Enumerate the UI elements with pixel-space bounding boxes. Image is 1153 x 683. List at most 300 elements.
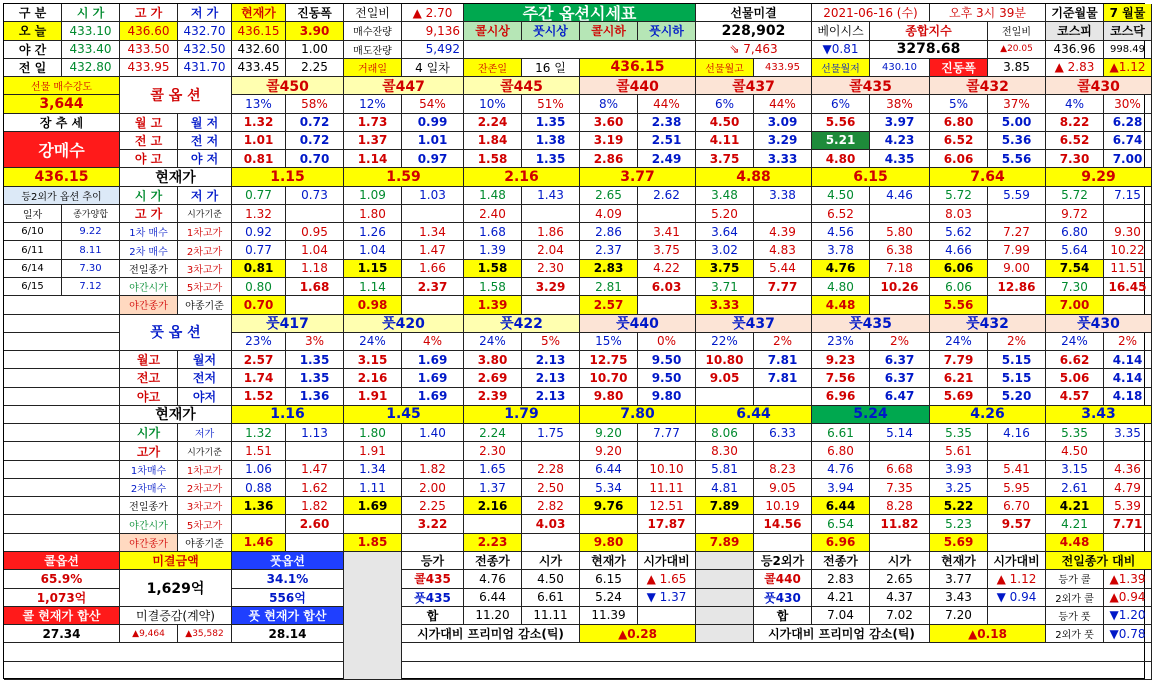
hist-sum: 7.12 <box>62 278 120 296</box>
call-buy2: 3.78 <box>812 241 870 259</box>
call-night-low: 0.97 <box>402 150 464 168</box>
call-strike: 콜437 <box>696 77 812 95</box>
cell-r24-c1 <box>4 424 120 442</box>
put-high5: 7.71 <box>1104 515 1152 533</box>
t2-cell: 합 <box>754 607 812 625</box>
put-open: 5.35 <box>930 424 988 442</box>
put-high5: 2.60 <box>286 515 344 533</box>
t1-cell: 6.61 <box>522 589 580 607</box>
put-month-low: 5.15 <box>988 351 1046 369</box>
plbl-yj: 야저 <box>178 388 232 406</box>
put-open: 8.06 <box>696 424 754 442</box>
call-month-high: 3.60 <box>580 114 638 132</box>
header-prevdiff: 전일비 <box>344 4 402 22</box>
call-night-low: 4.35 <box>870 150 930 168</box>
cell-r30-c10 <box>522 534 580 552</box>
futures-oi: 228,902 <box>696 22 812 40</box>
night-range: 1.00 <box>286 41 344 59</box>
call-high5: 12.86 <box>988 278 1046 296</box>
call-pct1: 10% <box>464 95 522 113</box>
cell-r17-c14 <box>754 296 812 314</box>
call-open: 5.72 <box>930 187 988 205</box>
t2-foot: 시가대비 프리미엄 감소(틱) <box>754 625 930 643</box>
put-low: 6.33 <box>754 424 812 442</box>
put-strike: 풋417 <box>232 315 344 333</box>
call-strike: 콜450 <box>232 77 344 95</box>
put-month-high: 2.57 <box>232 351 286 369</box>
put-prev-close: 2.16 <box>464 497 522 515</box>
put-low: 7.77 <box>638 424 696 442</box>
t1-head: 현재가 <box>580 552 638 570</box>
call-prev-close: 6.06 <box>930 260 988 278</box>
put-prev-close: 9.76 <box>580 497 638 515</box>
put-pct1: 15% <box>580 333 638 351</box>
cell-r33-c13 <box>696 589 754 607</box>
t1-cell: 11.39 <box>580 607 638 625</box>
call-month-high: 1.73 <box>344 114 402 132</box>
plbl-wg: 월고 <box>120 351 178 369</box>
t3-label: 2외가 콜 <box>1046 589 1104 607</box>
hist-date: 6/14 <box>4 260 62 278</box>
put-buy2: 3.94 <box>812 479 870 497</box>
put-night-high: 1.91 <box>344 388 402 406</box>
put-night-close: 4.48 <box>1046 534 1104 552</box>
call-night-open: 1.14 <box>344 278 402 296</box>
call-night-close: 3.33 <box>696 296 754 314</box>
t1-cell: 11.20 <box>464 607 522 625</box>
night-current: 432.60 <box>232 41 286 59</box>
today-open: 433.10 <box>62 22 120 40</box>
today-high: 436.60 <box>120 22 178 40</box>
put-night-open <box>696 515 754 533</box>
call-pct1: 12% <box>344 95 402 113</box>
call-prev-low: 0.72 <box>286 132 344 150</box>
t2-cell: 4.37 <box>870 589 930 607</box>
plbl-current: 현재가 <box>120 406 232 424</box>
hist-sum: 9.22 <box>62 223 120 241</box>
t2-foot-value: ▲0.18 <box>930 625 1046 643</box>
put-high: 5.61 <box>930 442 988 460</box>
call-current: 1.59 <box>344 168 464 186</box>
call-night-low: 0.70 <box>286 150 344 168</box>
t1-cell: 풋435 <box>402 589 464 607</box>
put-month-low: 1.69 <box>402 351 464 369</box>
t1-cell: ▲ 1.65 <box>638 570 696 588</box>
put-buy2: 5.34 <box>580 479 638 497</box>
put-night-high <box>696 388 754 406</box>
cell-r25-c10 <box>522 442 580 460</box>
put-pct2: 3% <box>286 333 344 351</box>
call-strike: 콜435 <box>812 77 930 95</box>
call-high5: 16.45 <box>1104 278 1152 296</box>
put-night-low: 2.13 <box>522 388 580 406</box>
t2-cell: 2.83 <box>812 570 870 588</box>
kosdaq-label: 코스닥 <box>1104 22 1152 40</box>
put-strike: 풋440 <box>580 315 696 333</box>
cell-r25-c8 <box>402 442 464 460</box>
put-high2: 2.50 <box>522 479 580 497</box>
call-up-button[interactable]: 콜시상 <box>464 22 522 40</box>
call-buy1: 1.68 <box>464 223 522 241</box>
call-night-close: 7.00 <box>1046 296 1104 314</box>
call-night-open: 7.30 <box>1046 278 1104 296</box>
composite-change: ▲20.05 <box>988 41 1046 59</box>
call-high3: 11.51 <box>1104 260 1152 278</box>
cell-r27-c1 <box>4 479 120 497</box>
call-high: 1.32 <box>232 205 286 223</box>
put-night-high: 1.52 <box>232 388 286 406</box>
put-buy1: 1.06 <box>232 461 286 479</box>
put-section-title: 풋 옵 션 <box>120 315 232 352</box>
call-buy2: 0.77 <box>232 241 286 259</box>
remain-days: 16 일 <box>522 59 580 77</box>
t1-cell: 5.24 <box>580 589 638 607</box>
call-high5: 2.37 <box>402 278 464 296</box>
call-high5: 3.29 <box>522 278 580 296</box>
put-high1: 1.47 <box>286 461 344 479</box>
call-night-high: 1.14 <box>344 150 402 168</box>
put-up-button[interactable]: 풋시상 <box>522 22 580 40</box>
put-month-low: 7.81 <box>754 351 812 369</box>
plbl-jg: 전고 <box>120 369 178 387</box>
put-buy1: 3.15 <box>1046 461 1104 479</box>
futures-oi-label: 선물미결 <box>696 4 812 22</box>
call-night-open: 1.58 <box>464 278 522 296</box>
call-high2: 4.83 <box>754 241 812 259</box>
cell-r30-c1 <box>4 534 120 552</box>
call-prev-close: 2.83 <box>580 260 638 278</box>
put-sum-label: 풋 현재가 합산 <box>232 607 344 625</box>
t2-cell: 7.20 <box>930 607 988 625</box>
call-high3: 1.18 <box>286 260 344 278</box>
cell-r17-c1 <box>4 296 120 314</box>
call-high: 6.52 <box>812 205 870 223</box>
cell-r30-c18 <box>988 534 1046 552</box>
call-month-low: 3.09 <box>754 114 812 132</box>
t2-cell: 2.65 <box>870 570 930 588</box>
put-current: 7.80 <box>580 406 696 424</box>
cell-r12-c14 <box>754 205 812 223</box>
night-low: 432.50 <box>178 41 232 59</box>
call-share-label: 콜옵션 <box>4 552 120 570</box>
call-open: 1.09 <box>344 187 402 205</box>
call-night-close: 4.48 <box>812 296 870 314</box>
put-month-low: 4.14 <box>1104 351 1152 369</box>
put-month-low: 1.35 <box>286 351 344 369</box>
cell-r30-c16 <box>870 534 930 552</box>
put-prev-close: 1.69 <box>344 497 402 515</box>
call-high2: 6.38 <box>870 241 930 259</box>
call-buy2: 4.66 <box>930 241 988 259</box>
put-strike: 풋420 <box>344 315 464 333</box>
call-prev-close: 4.76 <box>812 260 870 278</box>
call-month-low: 0.99 <box>402 114 464 132</box>
hist-sum: 8.11 <box>62 241 120 259</box>
put-prev-close: 4.21 <box>1046 497 1104 515</box>
call-night-high: 7.30 <box>1046 150 1104 168</box>
call-current: 3.77 <box>580 168 696 186</box>
lbl-h3: 3차고가 <box>178 260 232 278</box>
put-pct1: 23% <box>232 333 286 351</box>
call-night-open: 3.71 <box>696 278 754 296</box>
put-night-close: 5.69 <box>930 534 988 552</box>
put-prev-low: 2.13 <box>522 369 580 387</box>
call-prev-low: 4.23 <box>870 132 930 150</box>
call-high: 5.20 <box>696 205 754 223</box>
t1-cell: 6.44 <box>464 589 522 607</box>
call-pct2: 51% <box>522 95 580 113</box>
call-low: 1.03 <box>402 187 464 205</box>
put-open: 2.24 <box>464 424 522 442</box>
call-prev-low: 1.01 <box>402 132 464 150</box>
put-month-high: 9.23 <box>812 351 870 369</box>
put-prev-high: 2.69 <box>464 369 522 387</box>
put-high3: 2.25 <box>402 497 464 515</box>
t3-label: 2외가 풋 <box>1046 625 1104 643</box>
lbl-current: 현재가 <box>120 168 232 186</box>
put-pct2: 2% <box>1104 333 1152 351</box>
t1-cell: ▼ 1.37 <box>638 589 696 607</box>
call-high1: 1.86 <box>522 223 580 241</box>
put-pct1: 24% <box>464 333 522 351</box>
call-sum: 27.34 <box>4 625 120 643</box>
put-prev-high: 5.06 <box>1046 369 1104 387</box>
put-night-high: 4.57 <box>1046 388 1104 406</box>
call-down-button[interactable]: 콜시하 <box>580 22 638 40</box>
lbl-h2: 2차고가 <box>178 241 232 259</box>
call-prev-low: 1.38 <box>522 132 580 150</box>
put-month-high: 7.79 <box>930 351 988 369</box>
put-month-high: 10.80 <box>696 351 754 369</box>
prev-current: 433.45 <box>232 59 286 77</box>
put-prev-close: 6.44 <box>812 497 870 515</box>
put-prev-low: 5.15 <box>988 369 1046 387</box>
fut-month-high-label: 선물월고 <box>696 59 754 77</box>
row-today: 오 늘 <box>4 22 62 40</box>
call-pct2: 44% <box>754 95 812 113</box>
put-high: 1.51 <box>232 442 286 460</box>
call-month-high: 6.80 <box>930 114 988 132</box>
call-high3: 5.44 <box>754 260 812 278</box>
call-prev-high: 1.84 <box>464 132 522 150</box>
put-buy1: 1.34 <box>344 461 402 479</box>
put-high3: 6.70 <box>988 497 1046 515</box>
col-date: 일자 <box>4 205 62 223</box>
t2-cell: 3.43 <box>930 589 988 607</box>
cell-r25-c14 <box>754 442 812 460</box>
put-night-close: 1.85 <box>344 534 402 552</box>
put-high: 2.30 <box>464 442 522 460</box>
put-high: 8.30 <box>696 442 754 460</box>
plbl-b1: 시가기준 <box>178 442 232 460</box>
cell-r25-c20 <box>1104 442 1152 460</box>
cell-r34-c13 <box>696 607 754 625</box>
kospi-label: 코스피 <box>1046 22 1104 40</box>
cell-r31-c7 <box>344 552 402 680</box>
kospi-change: ▲ 2.83 <box>1046 59 1104 77</box>
date: 2021-06-16 (수) <box>812 4 930 22</box>
cell-r30-c20 <box>1104 534 1152 552</box>
option-price-sheet <box>3 3 1145 679</box>
put-low: 1.75 <box>522 424 580 442</box>
call-high2: 3.75 <box>638 241 696 259</box>
put-high1: 10.10 <box>638 461 696 479</box>
put-strike: 풋430 <box>1046 315 1152 333</box>
buy-remain: 9,136 <box>402 22 464 40</box>
t1-cell: 4.50 <box>522 570 580 588</box>
header-low: 저 가 <box>178 4 232 22</box>
cell-r12-c12 <box>638 205 696 223</box>
call-pct1: 6% <box>696 95 754 113</box>
call-night-high: 2.86 <box>580 150 638 168</box>
call-prev-high: 5.21 <box>812 132 870 150</box>
call-night-high: 0.81 <box>232 150 286 168</box>
cell-r22-c1 <box>4 388 120 406</box>
call-high1: 9.30 <box>1104 223 1152 241</box>
cell-r30-c8 <box>402 534 464 552</box>
put-high2: 7.35 <box>870 479 930 497</box>
plbl-a1: 고가 <box>120 442 178 460</box>
put-down-button[interactable]: 풋시하 <box>638 22 696 40</box>
trade-day: 4 일차 <box>402 59 464 77</box>
put-pct1: 24% <box>930 333 988 351</box>
prev-open: 432.80 <box>62 59 120 77</box>
put-night-close: 7.89 <box>696 534 754 552</box>
call-strike: 콜445 <box>464 77 580 95</box>
plbl-wj: 월저 <box>178 351 232 369</box>
header-range: 진동폭 <box>286 4 344 22</box>
call-night-high: 3.75 <box>696 150 754 168</box>
call-buy2: 1.39 <box>464 241 522 259</box>
put-night-close: 2.23 <box>464 534 522 552</box>
call-month-high: 4.50 <box>696 114 754 132</box>
col-sum: 종가양합 <box>62 205 120 223</box>
buy-remain-label: 매수잔량 <box>344 22 402 40</box>
basis-label: 베이시스 <box>812 22 870 40</box>
call-night-close: 5.56 <box>930 296 988 314</box>
call-prev-high: 1.01 <box>232 132 286 150</box>
lbl-low: 저 가 <box>178 187 232 205</box>
call-high3: 2.30 <box>522 260 580 278</box>
call-month-high: 2.24 <box>464 114 522 132</box>
strength-label: 선물 매수강도 <box>4 77 120 95</box>
call-month-high: 1.32 <box>232 114 286 132</box>
call-low: 2.62 <box>638 187 696 205</box>
put-share-pct: 34.1% <box>232 570 344 588</box>
t3-head: 전일종가 대비 <box>1046 552 1152 570</box>
put-share-label: 풋옵션 <box>232 552 344 570</box>
call-buy1: 1.26 <box>344 223 402 241</box>
plbl-a0: 시가 <box>120 424 178 442</box>
put-high: 1.91 <box>344 442 402 460</box>
prev-label: 전일비 <box>988 22 1046 40</box>
call-open: 0.77 <box>232 187 286 205</box>
put-high3: 8.28 <box>870 497 930 515</box>
lbl-open-ref: 시가기준 <box>178 205 232 223</box>
call-high3: 1.66 <box>402 260 464 278</box>
put-high5: 4.03 <box>522 515 580 533</box>
put-high2: 5.95 <box>988 479 1046 497</box>
call-night-open: 2.81 <box>580 278 638 296</box>
call-low: 0.73 <box>286 187 344 205</box>
call-strike: 콜447 <box>344 77 464 95</box>
composite-index: 3278.68 <box>870 41 988 59</box>
t2-cell <box>988 607 1046 625</box>
put-high5: 3.22 <box>402 515 464 533</box>
plbl-jj: 전저 <box>178 369 232 387</box>
call-high: 2.40 <box>464 205 522 223</box>
lbl-night-close: 야간종가 <box>120 296 178 314</box>
put-prev-high: 7.56 <box>812 369 870 387</box>
t1-cell: 4.76 <box>464 570 522 588</box>
plbl-b5: 5차고가 <box>178 515 232 533</box>
call-prev-close: 1.58 <box>464 260 522 278</box>
cell-r20-c1 <box>4 351 120 369</box>
call-month-low: 2.38 <box>638 114 696 132</box>
call-night-high: 6.06 <box>930 150 988 168</box>
put-pct2: 4% <box>402 333 464 351</box>
call-open: 4.50 <box>812 187 870 205</box>
put-high2: 9.05 <box>754 479 812 497</box>
put-low: 5.14 <box>870 424 930 442</box>
put-pct2: 5% <box>522 333 580 351</box>
call-high: 1.80 <box>344 205 402 223</box>
t1-cell: 합 <box>402 607 464 625</box>
base-month-label: 기준월물 <box>1046 4 1104 22</box>
cell-r12-c6 <box>286 205 344 223</box>
time: 오후 3시 39분 <box>930 4 1046 22</box>
fut-month-high: 433.95 <box>754 59 812 77</box>
put-high: 6.80 <box>812 442 870 460</box>
cell-r3-c9 <box>464 41 696 59</box>
put-high1: 1.82 <box>402 461 464 479</box>
today-range: 3.90 <box>286 22 344 40</box>
cell-r37-c1 <box>4 662 344 680</box>
t1-foot: 시가대비 프리미엄 감소(틱) <box>402 625 580 643</box>
put-high3: 1.82 <box>286 497 344 515</box>
t3-label: 등가 풋 <box>1046 607 1104 625</box>
put-night-open <box>344 515 402 533</box>
call-month-high: 8.22 <box>1046 114 1104 132</box>
put-buy2: 4.81 <box>696 479 754 497</box>
call-high3: 7.18 <box>870 260 930 278</box>
t2-head: 시가대비 <box>988 552 1046 570</box>
t1-cell: 콜435 <box>402 570 464 588</box>
plbl-a3: 2차매수 <box>120 479 178 497</box>
call-buy1: 5.62 <box>930 223 988 241</box>
put-open: 5.35 <box>1046 424 1104 442</box>
t2-head: 전종가 <box>812 552 870 570</box>
row-prev: 전 일 <box>4 59 62 77</box>
call-pct2: 54% <box>402 95 464 113</box>
call-high5: 7.77 <box>754 278 812 296</box>
basis-value: ▼0.81 <box>812 41 870 59</box>
put-pct1: 24% <box>1046 333 1104 351</box>
put-high1: 6.68 <box>870 461 930 479</box>
put-prev-high: 2.16 <box>344 369 402 387</box>
cell-r36-c1 <box>4 643 344 661</box>
put-month-high: 3.15 <box>344 351 402 369</box>
put-buy1: 5.81 <box>696 461 754 479</box>
call-month-low: 1.35 <box>522 114 580 132</box>
put-current: 4.26 <box>930 406 1046 424</box>
call-night-low: 1.35 <box>522 150 580 168</box>
call-open: 5.72 <box>1046 187 1104 205</box>
call-night-close: 2.57 <box>580 296 638 314</box>
call-pct1: 13% <box>232 95 286 113</box>
t1-foot-value: ▲0.28 <box>580 625 696 643</box>
call-night-open: 6.06 <box>930 278 988 296</box>
